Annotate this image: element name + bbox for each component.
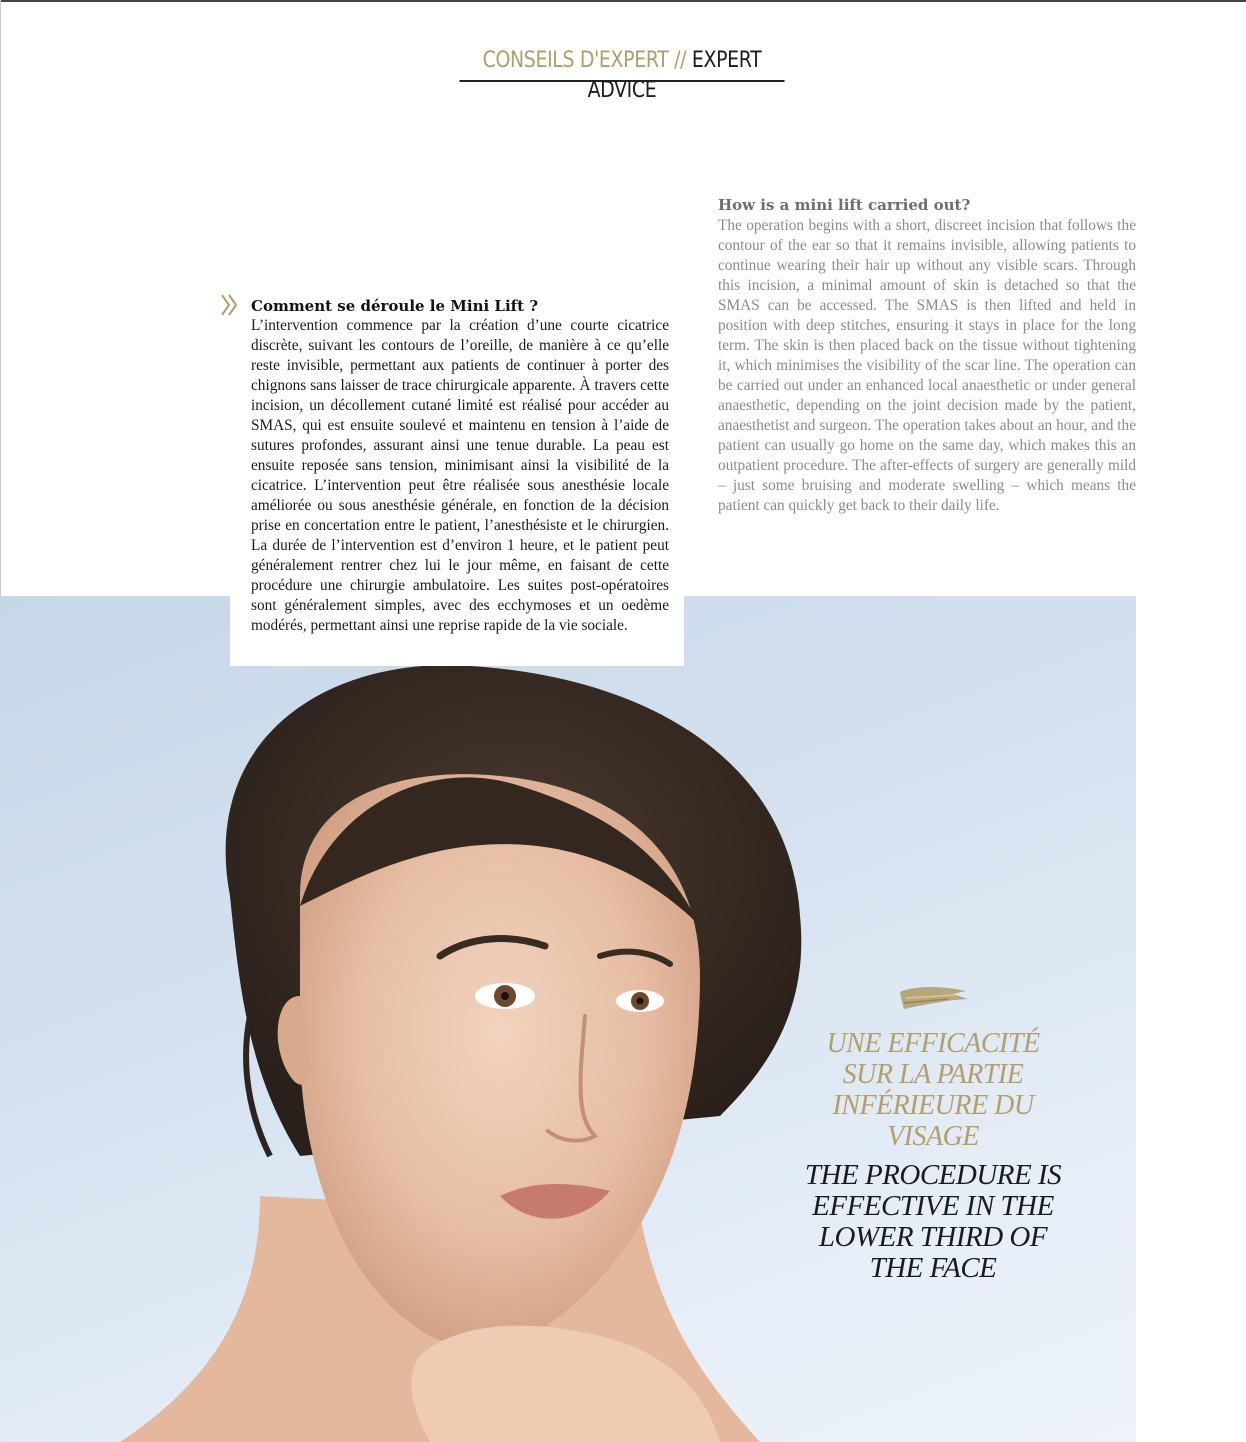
top-border — [0, 0, 1246, 2]
brush-stroke-icon — [898, 982, 970, 1012]
french-heading: Comment se déroule le Mini Lift ? — [251, 297, 539, 315]
section-separator: // — [674, 48, 687, 73]
pullquote-fr: UNE EFFICACITÉ SUR LA PARTIE INFÉRIEURE DU VISAGE — [826, 1028, 1040, 1152]
portrait-illustration — [0, 596, 1136, 1442]
double-chevron-icon — [221, 294, 239, 316]
french-body: L’intervention commence par la création d’une courte cicatrice discrète, suivant les contours de l’oreille, de manière à ce qu’elle reste invisible, permettant aux patients de continuer à porter des chignons sans laisser de trace chirurgicale apparente. À travers cette incision, un décollement cutané limité est réalisé pour accéder au SMAS, qui est ensuite soulevé et maintenu en tension à l’aide de sutures profondes, assurant ainsi une tenue durable. La peau est ensuite reposée sans tension, minimisant ainsi la visibilité de la cicatrice. L’intervention peut être réalisée sous anesthésie locale améliorée ou sous anesthésie générale, en fonction de la décision prise en concertation entre le patient, l’anesthésiste et le chirurgien. La durée de l’intervention est d’environ 1 heure, et le patient peut généralement rentrer chez lui le jour même, en faisant de cette procédure une chirurgie ambulatoire. Les suites post-opératoires sont généralement simples, avec des ecchymoses et un oedème modérés, permettant ainsi une reprise rapide de la vie sociale. — [251, 317, 669, 634]
section-header — [459, 46, 784, 103]
portrait-photo — [0, 596, 1136, 1442]
pullquote-en: THE PROCEDURE IS EFFECTIVE IN THE LOWER THIRD OF THE FACE — [804, 1159, 1062, 1284]
section-title-fr: CONSEILS D'EXPERT — [482, 48, 669, 73]
english-heading: How is a mini lift carried out? — [718, 196, 971, 214]
english-body: The operation begins with a short, discreet incision that follows the contour of the ear so that it remains invisible, allowing patients to continue wearing their hair up without any visible scars. Through this incision, a minimal amount of skin is detached so that the SMAS can be accessed. The SMAS is then lifted and held in position with deep stitches, ensuring it stays in place for the long term. The skin is then placed back on the tissue without tightening it, which minimises the visibility of the scar line. The operation can be carried out under an enhanced local anaesthetic or under general anaesthetic, depending on the joint decision made by the patient, anaesthetist and surgeon. The operation takes about an hour, and the patient can usually go home on the same day, which makes this an outpatient procedure. The after-effects of surgery are generally mild – just some bruising and moderate swelling – which means the patient can quickly get back to their daily life. — [718, 217, 1136, 514]
section-title-en: EXPERT ADVICE — [587, 48, 762, 103]
